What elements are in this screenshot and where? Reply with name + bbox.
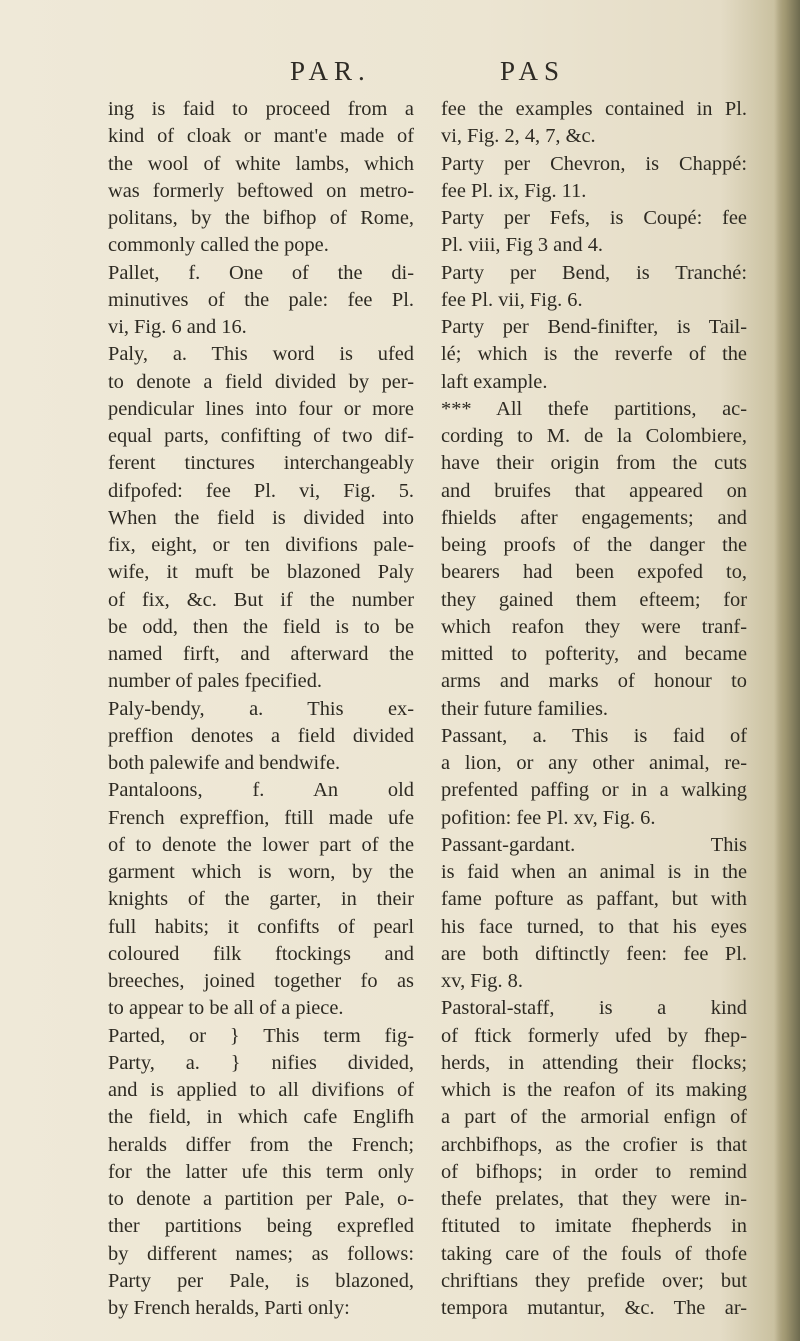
text-line: arms and marks of honour to (441, 670, 747, 693)
text-line: Party per Fefs, is Coupé: fee (441, 207, 747, 229)
text-line: preffion denotes a field divided (108, 724, 414, 747)
header-right: PAS (500, 56, 566, 86)
text-line: ftituted to imitate fhepherds in (441, 1215, 747, 1238)
text-line: which reafon they were tranf- (441, 615, 747, 638)
text-line: fhields after engagements; and (441, 506, 747, 529)
text-line: a part of the armorial enfign of (441, 1106, 747, 1129)
text-line: heralds differ from the French; (108, 1133, 414, 1156)
text-line: Pallet, f. One of the di- (108, 261, 414, 284)
text-line: breeches, joined together fo as (108, 970, 414, 992)
text-line: knights of the garter, in their (108, 888, 414, 911)
text-line: pofition: fee Pl. xv, Fig. 6. (441, 806, 656, 829)
text-line: of ftick formerly ufed by fhep- (441, 1024, 747, 1047)
text-line: archbifhops, as the crofier is that (441, 1133, 747, 1156)
text-line: Passant-gardant. This (441, 833, 747, 856)
text-line: pendicular lines into four or more (108, 397, 414, 420)
text-line: mitted to pofterity, and became (441, 643, 747, 665)
text-line: equal parts, confifting of two dif- (108, 425, 414, 447)
text-line: ther partitions being exprefled (108, 1215, 414, 1238)
text-line: to appear to be all of a piece. (108, 997, 344, 1020)
text-line: coloured filk ftockings and (108, 942, 414, 965)
text-line: by different names; as follows: (108, 1242, 414, 1265)
text-line: full habits; it confifts of pearl (108, 915, 414, 938)
header-left: PAR. (290, 56, 371, 86)
text-line: of bifhops; in order to remind (441, 1160, 747, 1183)
text-line: Pastoral-staff, is a kind (441, 997, 747, 1020)
text-line: have their origin from the cuts (441, 452, 747, 475)
text-line: by French heralds, Parti only: (108, 1297, 350, 1319)
text-line: *** All thefe partitions, ac- (441, 397, 747, 420)
text-line: they gained them efteem; for (441, 588, 747, 611)
text-line: prefented paffing or in a walking (441, 779, 747, 802)
text-line: commonly called the pope. (108, 234, 329, 257)
text-line: of to denote the lower part of the (108, 833, 414, 856)
text-line: Party per Pale, is blazoned, (108, 1269, 414, 1292)
text-line: Pl. viii, Fig 3 and 4. (441, 234, 604, 257)
text-line: Parted, or } This term fig- (108, 1024, 414, 1047)
text-line: wife, it muft be blazoned Paly (108, 561, 414, 584)
text-line: for the latter ufe this term only (108, 1160, 414, 1183)
text-line: When the field is divided into (108, 506, 414, 529)
text-line: Party per Chevron, is Chappé: (441, 152, 747, 175)
text-line: are both diftinctly feen: fee Pl. (441, 942, 747, 965)
text-line: being proofs of the danger the (441, 534, 747, 556)
text-line: ferent tinctures interchangeably (108, 452, 414, 475)
text-line: laft example. (441, 370, 548, 393)
text-line: bearers had been expofed to, (441, 561, 747, 584)
text-line: fix, eight, or ten divifions pale- (108, 534, 414, 556)
text-line: his face turned, to that his eyes (441, 915, 747, 938)
text-line: fee the examples contained in Pl. (441, 98, 747, 120)
text-line: Pantaloons, f. An old (108, 779, 414, 802)
text-line: Party per Bend, is Tranché: (441, 261, 747, 284)
text-line: named firft, and afterward the (108, 643, 414, 665)
text-line: to denote a partition per Pale, o- (108, 1188, 414, 1210)
left-text-column (108, 96, 414, 1322)
text-line: be odd, then the field is to be (108, 615, 414, 638)
text-line: lé; which is the reverfe of the (441, 343, 747, 366)
text-line: which is the reafon of its making (441, 1079, 747, 1101)
text-line: Party per Bend-finifter, is Tail- (441, 316, 747, 338)
text-line: fee Pl. vii, Fig. 6. (441, 288, 583, 311)
text-line: politans, by the bifhop of Rome, (108, 207, 414, 229)
text-line: Party, a. } nifies divided, (108, 1051, 414, 1074)
text-line: both palewife and bendwife. (108, 752, 341, 774)
text-line: taking care of the fouls of thofe (441, 1242, 747, 1265)
text-line: fame pofture as paffant, but with (441, 888, 747, 911)
text-line: and bruifes that appeared on (441, 479, 747, 502)
text-line: garment which is worn, by the (108, 861, 414, 883)
text-line: fee Pl. ix, Fig. 11. (441, 179, 587, 202)
text-line: a lion, or any other animal, re- (441, 752, 747, 774)
text-line: vi, Fig. 6 and 16. (108, 316, 247, 338)
text-line: ing is faid to proceed from a (108, 98, 414, 120)
text-line: the field, in which cafe Englifh (108, 1106, 414, 1129)
right-text-column (441, 96, 747, 1322)
text-line: vi, Fig. 2, 4, 7, &c. (441, 125, 596, 148)
page-edge-shadow (774, 0, 800, 1341)
text-line: tempora mutantur, &c. The ar- (441, 1297, 747, 1319)
text-line: was formerly beftowed on metro- (108, 179, 414, 202)
text-line: French expreffion, ftill made ufe (108, 806, 414, 829)
text-line: of fix, &c. But if the number (108, 588, 414, 611)
text-line: herds, in attending their flocks; (441, 1051, 747, 1074)
text-line: to denote a field divided by per- (108, 370, 414, 393)
text-line: and is applied to all divifions of (108, 1079, 414, 1101)
text-line: chriftians they prefide over; but (441, 1269, 747, 1292)
text-line: cording to M. de la Colombiere, (441, 425, 747, 447)
running-header (0, 8, 760, 86)
text-line: difpofed: fee Pl. vi, Fig. 5. (108, 479, 414, 502)
text-line: number of pales fpecified. (108, 670, 323, 693)
text-line: kind of cloak or mant'e made of (108, 125, 414, 148)
text-line: Passant, a. This is faid of (441, 724, 747, 747)
text-line: Paly, a. This word is ufed (108, 343, 414, 366)
text-line: is faid when an animal is in the (441, 861, 747, 883)
text-line: their future families. (441, 697, 609, 720)
text-line: Paly-bendy, a. This ex- (108, 697, 414, 720)
text-line: minutives of the pale: fee Pl. (108, 288, 414, 311)
text-line: thefe prelates, that they were in- (441, 1188, 747, 1210)
text-line: xv, Fig. 8. (441, 970, 523, 992)
text-line: the wool of white lambs, which (108, 152, 414, 175)
